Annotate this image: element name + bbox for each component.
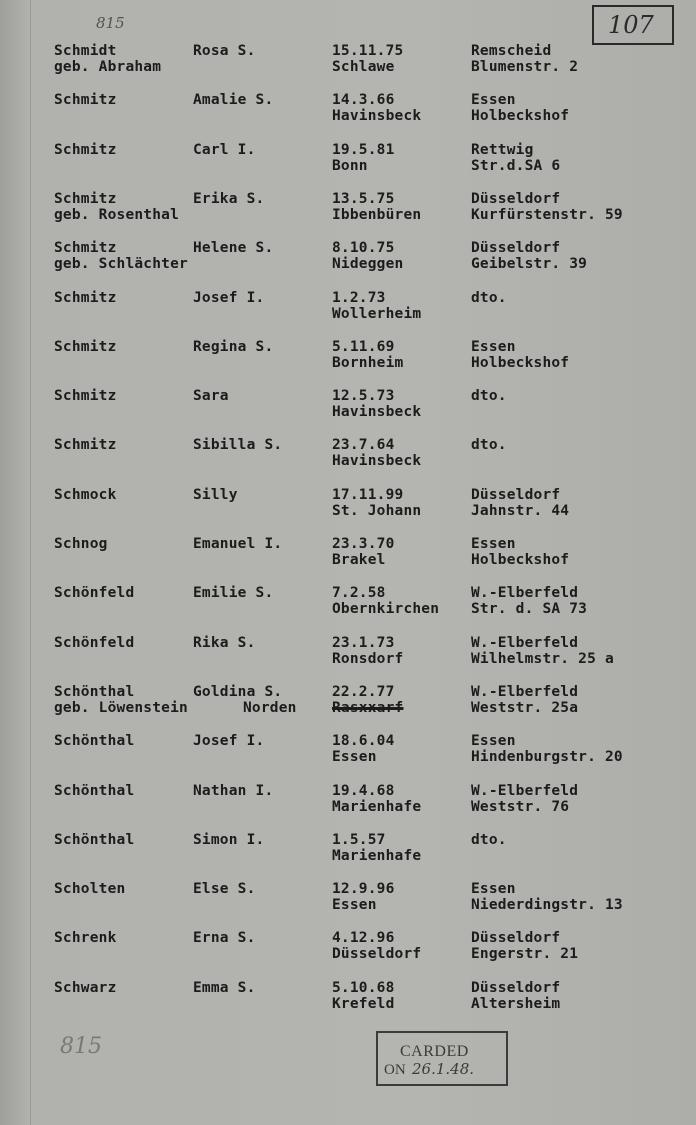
entry-surname: Schmitz [54,339,117,355]
entry-birth-date: 17.11.99 [332,487,404,503]
entry-address-city: W.-Elberfeld [471,783,579,799]
pencil-annotation-top: 815 [96,14,125,32]
entry-address-street: Niederdingstr. 13 [471,897,623,913]
entry-given-name: Carl I. [193,142,256,158]
entry-address-street: Holbeckshof [471,355,570,371]
entry-given-name: Rosa S. [193,43,256,59]
entry-birth-date: 4.12.96 [332,930,395,946]
entry-given-name: Rika S. [193,635,256,651]
entry-address-street: Altersheim [471,996,561,1012]
register-entry [0,240,696,280]
entry-address-street: Holbeckshof [471,552,570,568]
entry-given-name: Erna S. [193,930,256,946]
entry-maiden-name: geb. Löwenstein [54,700,188,716]
entry-birth-date: 5.10.68 [332,980,395,996]
entry-maiden-name: geb. Rosenthal [54,207,180,223]
entry-birth-place: Essen [332,897,377,913]
page-number-box [592,5,674,45]
entry-birth-date: 12.5.73 [332,388,395,404]
entry-given-name: Goldina S. [193,684,283,700]
entry-birth-date: 19.5.81 [332,142,395,158]
entry-address-street: Weststr. 25a [471,700,579,716]
register-entry [0,92,696,132]
entry-birth-place: St. Johann [332,503,422,519]
register-entry [0,437,696,477]
register-entry [0,635,696,675]
entry-birth-date: 1.2.73 [332,290,386,306]
entry-address-street: Wilhelmstr. 25 a [471,651,614,667]
entry-birth-date: 23.7.64 [332,437,395,453]
entry-birth-date: 18.6.04 [332,733,395,749]
entry-surname: Schönthal [54,783,135,799]
entry-given-name: Simon I. [193,832,265,848]
entry-birth-place: Brakel [332,552,386,568]
entry-maiden-place: Norden [243,700,297,716]
stamp-label: CARDED [400,1043,469,1060]
entry-surname: Schmock [54,487,117,503]
entry-birth-date: 13.5.75 [332,191,395,207]
entry-birth-place: Nideggen [332,256,404,272]
entry-address-city: Essen [471,339,516,355]
entry-birth-place: Essen [332,749,377,765]
entry-address-city: Düsseldorf [471,980,561,996]
entry-surname: Schmitz [54,191,117,207]
entry-address-street: Engerstr. 21 [471,946,579,962]
entry-birth-date: 12.9.96 [332,881,395,897]
entry-birth-place: Marienhafe [332,799,422,815]
entry-address-city: Essen [471,536,516,552]
entry-surname: Schwarz [54,980,117,996]
entry-address-city: Remscheid [471,43,552,59]
entry-birth-date: 19.4.68 [332,783,395,799]
pencil-annotation-bottom: 815 [60,1034,102,1059]
entry-surname: Schmidt [54,43,117,59]
entry-given-name: Emilie S. [193,585,274,601]
entry-address-street: Jahnstr. 44 [471,503,570,519]
entry-given-name: Nathan I. [193,783,274,799]
entry-address-city: Düsseldorf [471,191,561,207]
entry-address-city: W.-Elberfeld [471,684,579,700]
entry-birth-place: Rasxxarf [332,700,404,716]
register-entry [0,733,696,773]
register-entry [0,881,696,921]
entry-address-city: Rettwig [471,142,534,158]
entry-birth-date: 8.10.75 [332,240,395,256]
entry-birth-place: Havinsbeck [332,453,422,469]
entry-birth-place: Düsseldorf [332,946,422,962]
register-entry [0,930,696,970]
entry-birth-place: Havinsbeck [332,404,422,420]
entry-address-street: Hindenburgstr. 20 [471,749,623,765]
entry-given-name: Sibilla S. [193,437,283,453]
entry-birth-date: 14.3.66 [332,92,395,108]
register-entry [0,980,696,1020]
entry-birth-place: Ibbenbüren [332,207,422,223]
entry-address-street: Holbeckshof [471,108,570,124]
entry-surname: Schrenk [54,930,117,946]
entry-surname: Schmitz [54,92,117,108]
entry-surname: Schmitz [54,437,117,453]
entry-surname: Schnog [54,536,108,552]
register-entry [0,783,696,823]
entry-given-name: Erika S. [193,191,265,207]
register-entry [0,191,696,231]
entry-address-street: Str. d. SA 73 [471,601,588,617]
entry-given-name: Else S. [193,881,256,897]
entry-birth-date: 22.2.77 [332,684,395,700]
entry-maiden-name: geb. Schlächter [54,256,188,272]
entry-address-street: Geibelstr. 39 [471,256,588,272]
register-entry [0,585,696,625]
entry-given-name: Amalie S. [193,92,274,108]
register-entry [0,536,696,576]
entry-address-city: Düsseldorf [471,487,561,503]
entry-address-street: Kurfürstenstr. 59 [471,207,623,223]
entry-birth-place: Schlawe [332,59,395,75]
register-entry [0,290,696,330]
entry-address-city: dto. [471,388,507,404]
stamp-date: 26.1.48. [412,1060,475,1078]
entry-birth-date: 23.1.73 [332,635,395,651]
entry-address-city: Essen [471,881,516,897]
entry-address-street: Weststr. 76 [471,799,570,815]
entry-address-city: dto. [471,290,507,306]
entry-address-city: W.-Elberfeld [471,585,579,601]
page-number: 107 [608,11,654,39]
entry-birth-place: Marienhafe [332,848,422,864]
stamp-on: ON [384,1062,406,1078]
entry-address-city: Düsseldorf [471,240,561,256]
entry-birth-date: 5.11.69 [332,339,395,355]
carded-stamp [376,1031,508,1086]
entry-surname: Schmitz [54,240,117,256]
entry-birth-date: 7.2.58 [332,585,386,601]
entry-birth-place: Obernkirchen [332,601,440,617]
entry-address-city: dto. [471,832,507,848]
entry-given-name: Josef I. [193,290,265,306]
entry-address-city: W.-Elberfeld [471,635,579,651]
register-entry [0,487,696,527]
entry-given-name: Josef I. [193,733,265,749]
entry-surname: Schönthal [54,733,135,749]
register-entry [0,339,696,379]
entry-birth-place: Bornheim [332,355,404,371]
entry-birth-place: Bonn [332,158,368,174]
entry-address-street: Blumenstr. 2 [471,59,579,75]
entry-address-city: Düsseldorf [471,930,561,946]
entry-surname: Schmitz [54,290,117,306]
entry-address-city: Essen [471,92,516,108]
entry-given-name: Emma S. [193,980,256,996]
entry-address-city: Essen [471,733,516,749]
register-entry [0,388,696,428]
entry-surname: Schönthal [54,684,135,700]
entry-birth-date: 23.3.70 [332,536,395,552]
entry-surname: Schönfeld [54,585,135,601]
entry-address-street: Str.d.SA 6 [471,158,561,174]
entry-birth-place: Wollerheim [332,306,422,322]
entry-birth-place: Havinsbeck [332,108,422,124]
entry-given-name: Regina S. [193,339,274,355]
register-entry [0,684,696,724]
register-entry [0,43,696,83]
register-entry [0,832,696,872]
entry-given-name: Helene S. [193,240,274,256]
register-entry [0,142,696,182]
entry-surname: Schmitz [54,388,117,404]
entry-given-name: Silly [193,487,238,503]
entry-birth-place: Krefeld [332,996,395,1012]
entry-surname: Schmitz [54,142,117,158]
entry-birth-date: 1.5.57 [332,832,386,848]
entry-given-name: Emanuel I. [193,536,283,552]
entry-birth-place: Ronsdorf [332,651,404,667]
entry-address-city: dto. [471,437,507,453]
entry-surname: Scholten [54,881,126,897]
entry-surname: Schönfeld [54,635,135,651]
entry-surname: Schönthal [54,832,135,848]
entry-birth-date: 15.11.75 [332,43,404,59]
entry-given-name: Sara [193,388,229,404]
entry-maiden-name: geb. Abraham [54,59,162,75]
